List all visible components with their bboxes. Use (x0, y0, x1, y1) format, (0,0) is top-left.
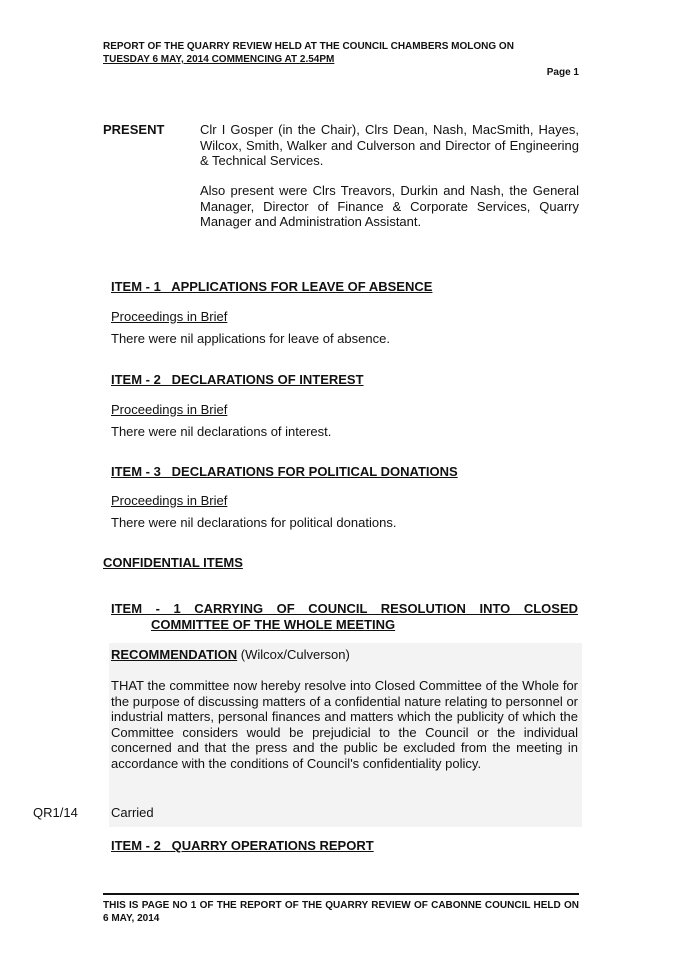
item-3-subheading: Proceedings in Brief (111, 493, 228, 508)
recommendation-movers: (Wilcox/Culverson) (240, 647, 350, 662)
item-3-heading: ITEM - 3 DECLARATIONS FOR POLITICAL DONATIONS (111, 464, 458, 479)
report-header (103, 40, 579, 66)
recommendation-line (111, 647, 350, 662)
item-1-text: There were nil applications for leave of absence. (111, 331, 390, 346)
item-2-subheading: Proceedings in Brief (111, 402, 228, 417)
carried-status: Carried (111, 805, 154, 820)
present-label: PRESENT (103, 122, 165, 137)
header-title-line1: REPORT OF THE QUARRY REVIEW HELD AT THE COUNCIL CHAMBERS MOLONG ON (103, 41, 514, 52)
page-number: Page 1 (546, 67, 579, 78)
item-1-subheading: Proceedings in Brief (111, 309, 228, 324)
present-attendees: Clr I Gosper (in the Chair), Clrs Dean, Nash, MacSmith, Hayes, Wilcox, Smith, Walker and Culverson and Director of Engineering & Technical Services. (200, 122, 579, 168)
recommendation-label: RECOMMENDATION (111, 647, 238, 662)
confidential-heading: CONFIDENTIAL ITEMS (103, 555, 243, 570)
footer-text: THIS IS PAGE NO 1 OF THE REPORT OF THE QUARRY REVIEW OF CABONNE COUNCIL HELD ON 6 MAY, 2014 (103, 900, 579, 924)
resolution-reference: QR1/14 (33, 805, 78, 820)
resolution-text: THAT the committee now hereby resolve into Closed Committee of the Whole for the purpose of discussing matters of a confidential nature relating to personnel or industrial matters, personal finances and matters which the publicity of which the Committee considers would be prejudicial to the Council or the individual concerned and that the press and the public be excluded from the meeting in accordance with the conditions of Council's confidentiality policy. (111, 678, 578, 771)
item-2-text: There were nil declarations of interest. (111, 424, 332, 439)
confidential-item-1-heading-line2: COMMITTEE OF THE WHOLE MEETING (151, 617, 396, 632)
confidential-item-1-heading-line1: ITEM - 1 CARRYING OF COUNCIL RESOLUTION INTO CLOSED (111, 601, 578, 616)
present-also: Also present were Clrs Treavors, Durkin and Nash, the General Manager, Director of Finance & Corporate Services, Quarry Manager and Administration Assistant. (200, 183, 579, 229)
item-2-heading: ITEM - 2 DECLARATIONS OF INTEREST (111, 372, 364, 387)
item-1-heading: ITEM - 1 APPLICATIONS FOR LEAVE OF ABSENCE (111, 279, 433, 294)
header-title-line2: TUESDAY 6 MAY, 2014 COMMENCING AT 2.54PM (103, 54, 335, 65)
confidential-item-2-heading: ITEM - 2 QUARRY OPERATIONS REPORT (111, 838, 374, 853)
item-3-text: There were nil declarations for political donations. (111, 515, 397, 530)
footer-divider (103, 893, 579, 895)
